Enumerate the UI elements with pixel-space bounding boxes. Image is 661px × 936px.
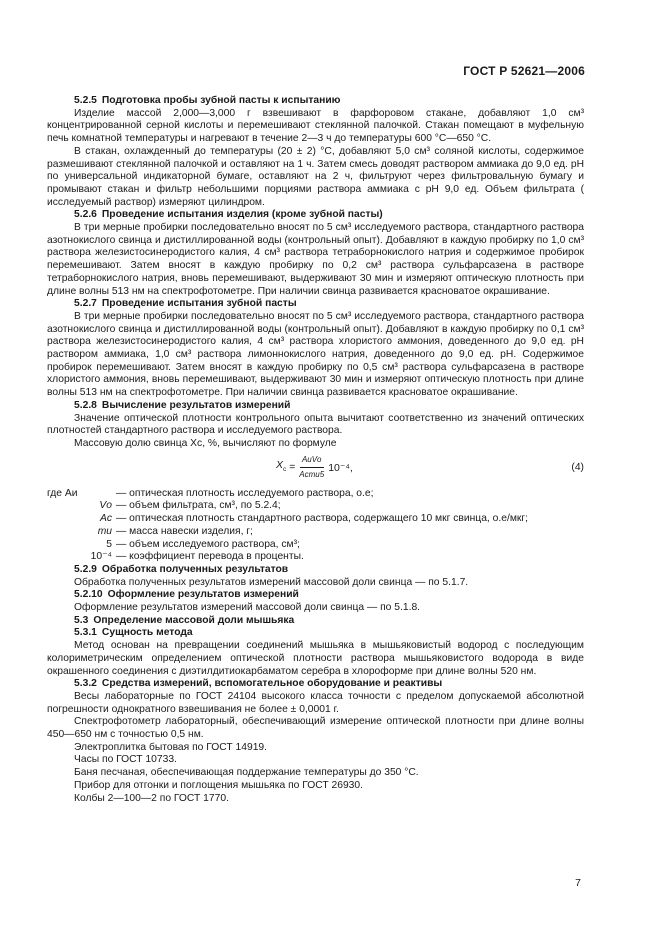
heading-5-2-10 [47,589,584,602]
formula-number: (4) [571,461,584,473]
definition-row [47,551,584,564]
definition-symbol: где Aи [47,487,78,499]
formula-lhs-subscript: с [283,466,287,474]
formula-4 [47,454,584,484]
heading-5-2-8 [47,400,584,413]
section-title: Вычисление результатов измерений [101,399,291,411]
heading-5-2-9 [47,564,584,577]
list-item: Прибор для отгонки и поглощения мышьяка по ГОСТ 26930. [74,779,363,791]
formula-denominator: Aсmи5 [299,470,325,480]
heading-5-3-2 [47,678,584,691]
list-item: Баня песчаная, обеспечивающая поддержание температуры до 350 °С. [74,767,419,779]
definition-text: — коэффициент перевода в проценты. [116,551,304,563]
formula-fraction [299,454,324,482]
definition-row [47,539,584,552]
section-number: 5.2.10 [74,589,103,601]
heading-5-3 [47,615,584,628]
list-item: Весы лабораторные по ГОСТ 24104 высокого класса точности с пределом допускаемой абсолютной погрешности однократного взвешивания не более ± 0,0001 г. [47,690,584,715]
section-number: 5.2.5 [74,95,97,106]
paragraph: Значение оптической плотности контрольного опыта вычитают соответственно из значений оптических плотностей стандартного раствора и исследуемого раствора. [47,412,584,437]
section-number: 5.2.9 [74,563,97,575]
paragraph: Массовую долю свинца Xс, %, вычисляют по формуле [74,437,337,449]
heading-5-2-7 [47,298,584,311]
list-item: Спектрофотометр лабораторный, обеспечивающий измерение оптической плотности при длине волны 450—650 нм с точностью 0,5 нм. [47,716,584,741]
section-number: 5.3.1 [74,627,97,639]
section-title: Определение массовой доли мышьяка [93,614,295,626]
paragraph: Метод основан на превращении соединений мышьяка в мышьяковистый водород с последующим колориметрическим определением оптической плотности раствора мышьяковистого водорода в виде окрашенного соединения с диэтилдитиокарбаматом серебра в хлороформе при длине волны 520 нм. [47,640,584,677]
variable-definitions [47,488,584,564]
page-number: 7 [575,877,581,889]
section-title: Проведение испытания зубной пасты [101,298,297,310]
paragraph: Оформление результатов измерений массовой доли свинца — по 5.1.8. [74,602,421,614]
definition-text: — оптическая плотность исследуемого раствора, о.е; [116,487,374,499]
heading-5-3-1 [47,627,584,640]
heading-5-2-6 [47,209,584,222]
formula-expression: $X_с$ = $\frac{\text{AиVо}}{\text{Aсmи5}}$ 10⁻⁴, [276,454,353,482]
section-number: 5.3 [74,614,89,626]
definition-symbol: Vо [99,500,112,512]
heading-5-2-5 [47,95,584,108]
section-number: 5.2.6 [74,209,97,221]
definition-text: — объем исследуемого раствора, см³; [116,538,300,550]
section-number: 5.2.8 [74,399,97,411]
section-title: Средства измерений, вспомогательное оборудование и реактивы [101,678,443,690]
definition-row [47,513,584,526]
section-title: Проведение испытания изделия (кроме зубной пасты) [101,209,383,221]
definition-row [47,500,584,513]
section-number: 5.3.2 [74,678,97,690]
formula-numerator: AиVо [300,454,324,469]
definition-text: — масса навески изделия, г; [116,525,253,537]
list-item: Электроплитка бытовая по ГОСТ 14919. [74,741,268,753]
definition-text: — оптическая плотность стандартного раствора, содержащего 10 мкг свинца, о.е/мкг; [116,513,529,525]
list-item: Колбы 2—100—2 по ГОСТ 1770. [74,792,229,804]
paragraph: Обработка полученных результатов измерений массовой доли свинца — по 5.1.7. [74,576,469,588]
definition-text: — объем фильтрата, см³, по 5.2.4; [116,500,281,512]
paragraph: В стакан, охлажденный до температуры (20 ± 2) °С, добавляют 5,0 см³ соляной кислоты, содержимое размешивают стеклянной палочкой и оставляют на 1 ч. Затем смесь доводят раствором аммиака до 9,0 ед. рН по универсальной индикаторной бумаге, оставляют на 2 ч, фильтруют через фильтровальную бумагу и промывают стакан и фильтр небольшими порциями раствора аммиака с рН 9,0 ед. Объем фильтрата ( исследуемый раствор) измеряют цилиндром. [47,145,584,208]
list-item: Часы по ГОСТ 10733. [74,754,177,766]
formula-lhs [276,459,286,477]
paragraph: Изделие массой 2,000—3,000 г взвешивают в фарфоровом стакане, добавляют 1,0 см³ концентрированной серной кислоты и перемешивают стеклянной палочкой. Стакан помещают в муфельную печь комнатной температуры и нагревают в течение 2—3 ч до температуры 600 °С—650 °С. [47,107,584,145]
paragraph: В три мерные пробирки последовательно вносят по 5 см³ исследуемого раствора, стандартного раствора азотнокислого свинца и дистиллированной воды (контрольный опыт). Добавляют в каждую пробирку по 0,1 см³ раствора железистосинеродистого калия, 4 см³ раствора хлористого аммония, доведенного до 9,0 ед. рН раствором аммиака, 1,0 см³ раствора лимоннокислого натрия, доведенного до 9,0 ед. рН. Содержимое пробирок перемешивают. Затем вносят в каждую пробирку по 0,5 см³ раствора сульфарсазена в растворе хлористого аммония, вновь перемешивают, выдерживают 30 мин и измеряют оптическую плотность при длине волны 513 нм на спектрофотометре. При наличии свинца развивается красноватое окрашивание. [47,310,584,399]
formula-multiplier: 10⁻⁴, [328,461,353,474]
formula-lhs-symbol: X [276,458,284,471]
definition-row [47,488,584,501]
section-title: Подготовка пробы зубной пасты к испытанию [101,95,341,106]
definition-symbol: 10⁻⁴ [90,551,112,563]
definition-symbol: Aс [99,513,112,525]
section-number: 5.2.7 [74,298,97,310]
document-body [47,95,584,805]
section-title: Обработка полученных результатов [101,563,289,575]
document-header: ГОСТ Р 52621—2006 [463,64,585,78]
definition-symbol: mи [97,525,112,537]
section-title: Оформление результатов измерений [107,589,299,601]
definition-row [47,526,584,539]
paragraph: В три мерные пробирки последовательно вносят по 5 см³ исследуемого раствора, стандартного раствора азотнокислого свинца и дистиллированной воды (контрольный опыт). Добавляют в каждую пробирку по 1,0 см³ раствора железистосинеродистого калия, 4 см³ раствора тетраборнокислого натрия и содержимое пробирок перемешивают. Затем вносят в каждую пробирку по 0,2 см³ раствора сульфарсазена в растворе тетраборнокислого натрия, вновь перемешивают, выдерживают 30 мин и измеряют оптическую плотность при длине волны 513 нм на спектрофотометре. При наличии свинца развивается красноватое окрашивание. [47,222,584,297]
definition-symbol: 5 [106,538,112,550]
section-title: Сущность метода [101,627,193,639]
